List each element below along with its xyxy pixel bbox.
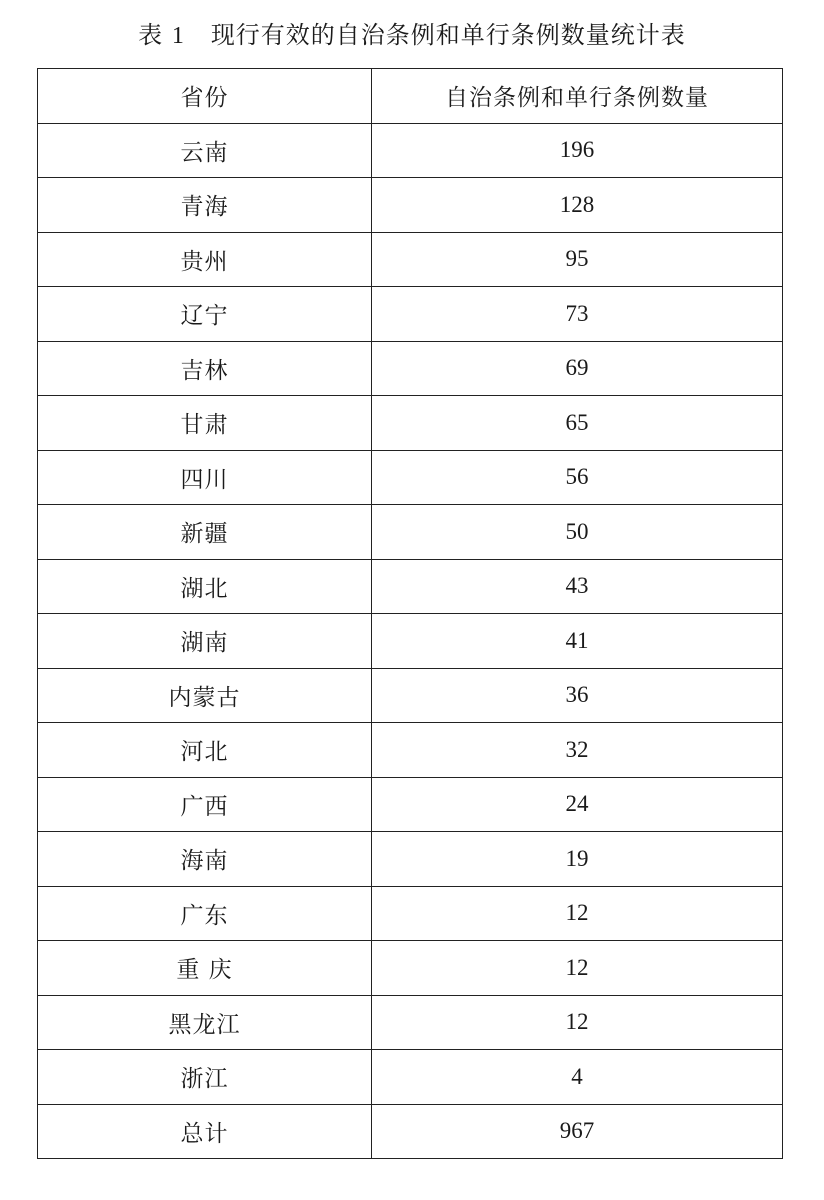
count-cell: 12 — [372, 941, 783, 996]
count-cell: 36 — [372, 668, 783, 723]
count-cell: 95 — [372, 232, 783, 287]
province-cell: 辽宁 — [38, 287, 372, 342]
table-row — [38, 123, 783, 178]
province-cell: 吉林 — [38, 341, 372, 396]
header-province: 省份 — [38, 69, 372, 124]
total-label: 总计 — [38, 1104, 372, 1159]
table-row — [38, 396, 783, 451]
table-row — [38, 341, 783, 396]
province-cell: 青海 — [38, 178, 372, 233]
count-cell: 69 — [372, 341, 783, 396]
province-cell: 河北 — [38, 723, 372, 778]
statistics-table — [37, 68, 783, 1159]
province-cell: 新疆 — [38, 505, 372, 560]
count-cell: 73 — [372, 287, 783, 342]
table-row — [38, 723, 783, 778]
table-row — [38, 178, 783, 233]
count-cell: 50 — [372, 505, 783, 560]
province-cell: 云南 — [38, 123, 372, 178]
table-row — [38, 995, 783, 1050]
province-cell: 广西 — [38, 777, 372, 832]
caption-text: 现行有效的自治条例和单行条例数量统计表 — [210, 21, 686, 49]
province-cell: 广东 — [38, 886, 372, 941]
table-caption — [0, 18, 824, 53]
count-cell: 128 — [372, 178, 783, 233]
count-cell: 4 — [372, 1050, 783, 1105]
count-cell: 65 — [372, 396, 783, 451]
table-row — [38, 886, 783, 941]
count-cell: 32 — [372, 723, 783, 778]
header-count: 自治条例和单行条例数量 — [372, 69, 783, 124]
total-count: 967 — [372, 1104, 783, 1159]
total-row — [38, 1104, 783, 1159]
province-cell: 海南 — [38, 832, 372, 887]
count-cell: 43 — [372, 559, 783, 614]
count-cell: 196 — [372, 123, 783, 178]
province-cell: 湖北 — [38, 559, 372, 614]
table-row — [38, 232, 783, 287]
caption-label: 表 — [138, 21, 164, 49]
table-row — [38, 614, 783, 669]
table-row — [38, 777, 783, 832]
table-row — [38, 941, 783, 996]
caption-number: 1 — [171, 23, 185, 49]
table-row — [38, 559, 783, 614]
province-cell: 重 庆 — [38, 941, 372, 996]
province-cell: 湖南 — [38, 614, 372, 669]
table-row — [38, 1050, 783, 1105]
count-cell: 19 — [372, 832, 783, 887]
table-row — [38, 287, 783, 342]
table-row — [38, 505, 783, 560]
table-row — [38, 832, 783, 887]
table-header-row — [38, 69, 783, 124]
province-cell: 浙江 — [38, 1050, 372, 1105]
count-cell: 12 — [372, 995, 783, 1050]
count-cell: 12 — [372, 886, 783, 941]
province-cell: 内蒙古 — [38, 668, 372, 723]
province-cell: 四川 — [38, 450, 372, 505]
province-cell: 贵州 — [38, 232, 372, 287]
count-cell: 56 — [372, 450, 783, 505]
count-cell: 41 — [372, 614, 783, 669]
table-row — [38, 668, 783, 723]
count-cell: 24 — [372, 777, 783, 832]
province-cell: 黑龙江 — [38, 995, 372, 1050]
table-row — [38, 450, 783, 505]
province-cell: 甘肃 — [38, 396, 372, 451]
